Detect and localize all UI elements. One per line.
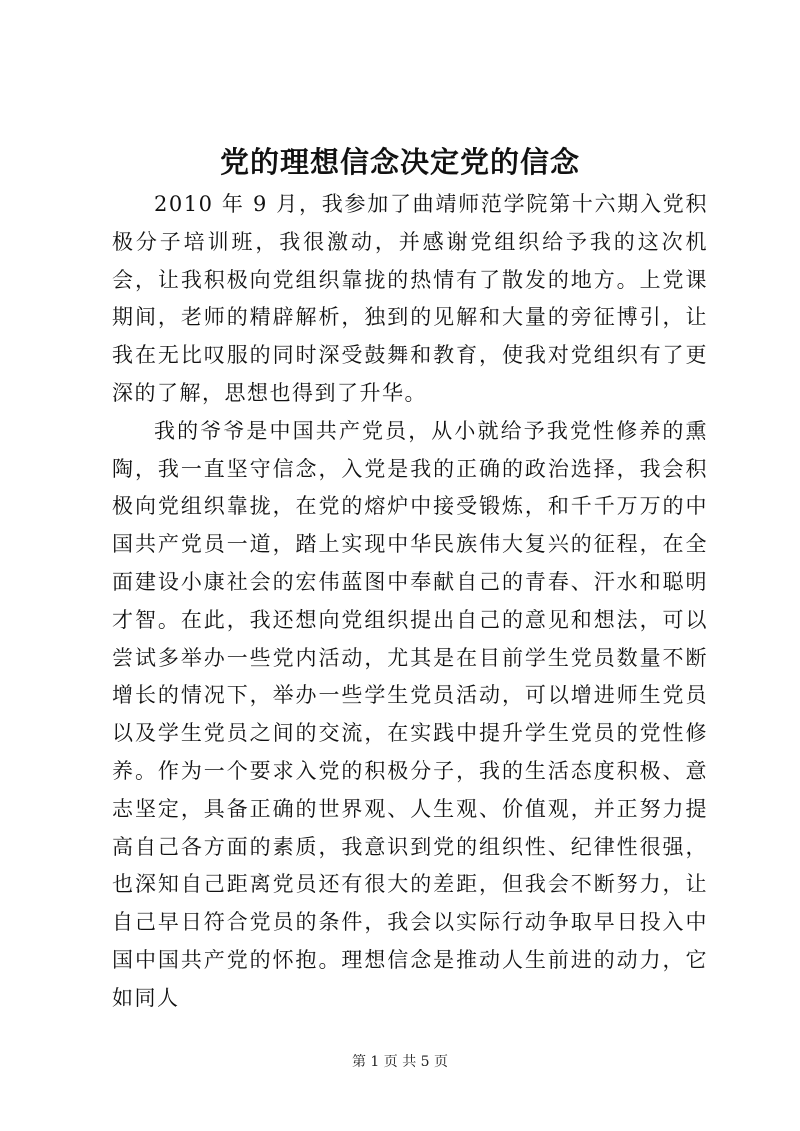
document-body	[112, 186, 708, 1018]
page-number-footer: 第 1 页 共 5 页	[351, 1054, 449, 1070]
paragraph-2: 我的爷爷是中国共产党员，从小就给予我党性修养的熏陶，我一直坚守信念，入党是我的正确的政治选择，我会积极向党组织靠拢，在党的熔炉中接受锻炼，和千千万万的中国共产党员一道，踏上实现中华民族伟大复兴的征程，在全面建设小康社会的宏伟蓝图中奉献自己的青春、汗水和聪明才智。在此，我还想向党组织提出自己的意见和想法，可以尝试多举办一些党内活动，尤其是在目前学生党员数量不断增长的情况下，举办一些学生党员活动，可以增进师生党员以及学生党员之间的交流，在实践中提升学生党员的党性修养。作为一个要求入党的积极分子，我的生活态度积极、意志坚定，具备正确的世界观、人生观、价值观，并正努力提高自己各方面的素质，我意识到党的组织性、纪律性很强，也深知自己距离党员还有很大的差距，但我会不断努力，让自己早日符合党员的条件，我会以实际行动争取早日投入中国中国共产党的怀抱。理想信念是推动人生前进的动力，它如同人	[112, 418, 708, 1010]
document-title: 党的理想信念决定党的信念	[219, 145, 580, 179]
paragraph-1: 2010 年 9 月，我参加了曲靖师范学院第十六期入党积极分子培训班，我很激动，并感谢党组织给予我的这次机会，让我积极向党组织靠拢的热情有了散发的地方。上党课期间，老师的精辟解析，独到的见解和大量的旁征博引，让我在无比叹服的同时深受鼓舞和教育，使我对党组织有了更深的了解，思想也得到了升华。	[112, 192, 708, 405]
